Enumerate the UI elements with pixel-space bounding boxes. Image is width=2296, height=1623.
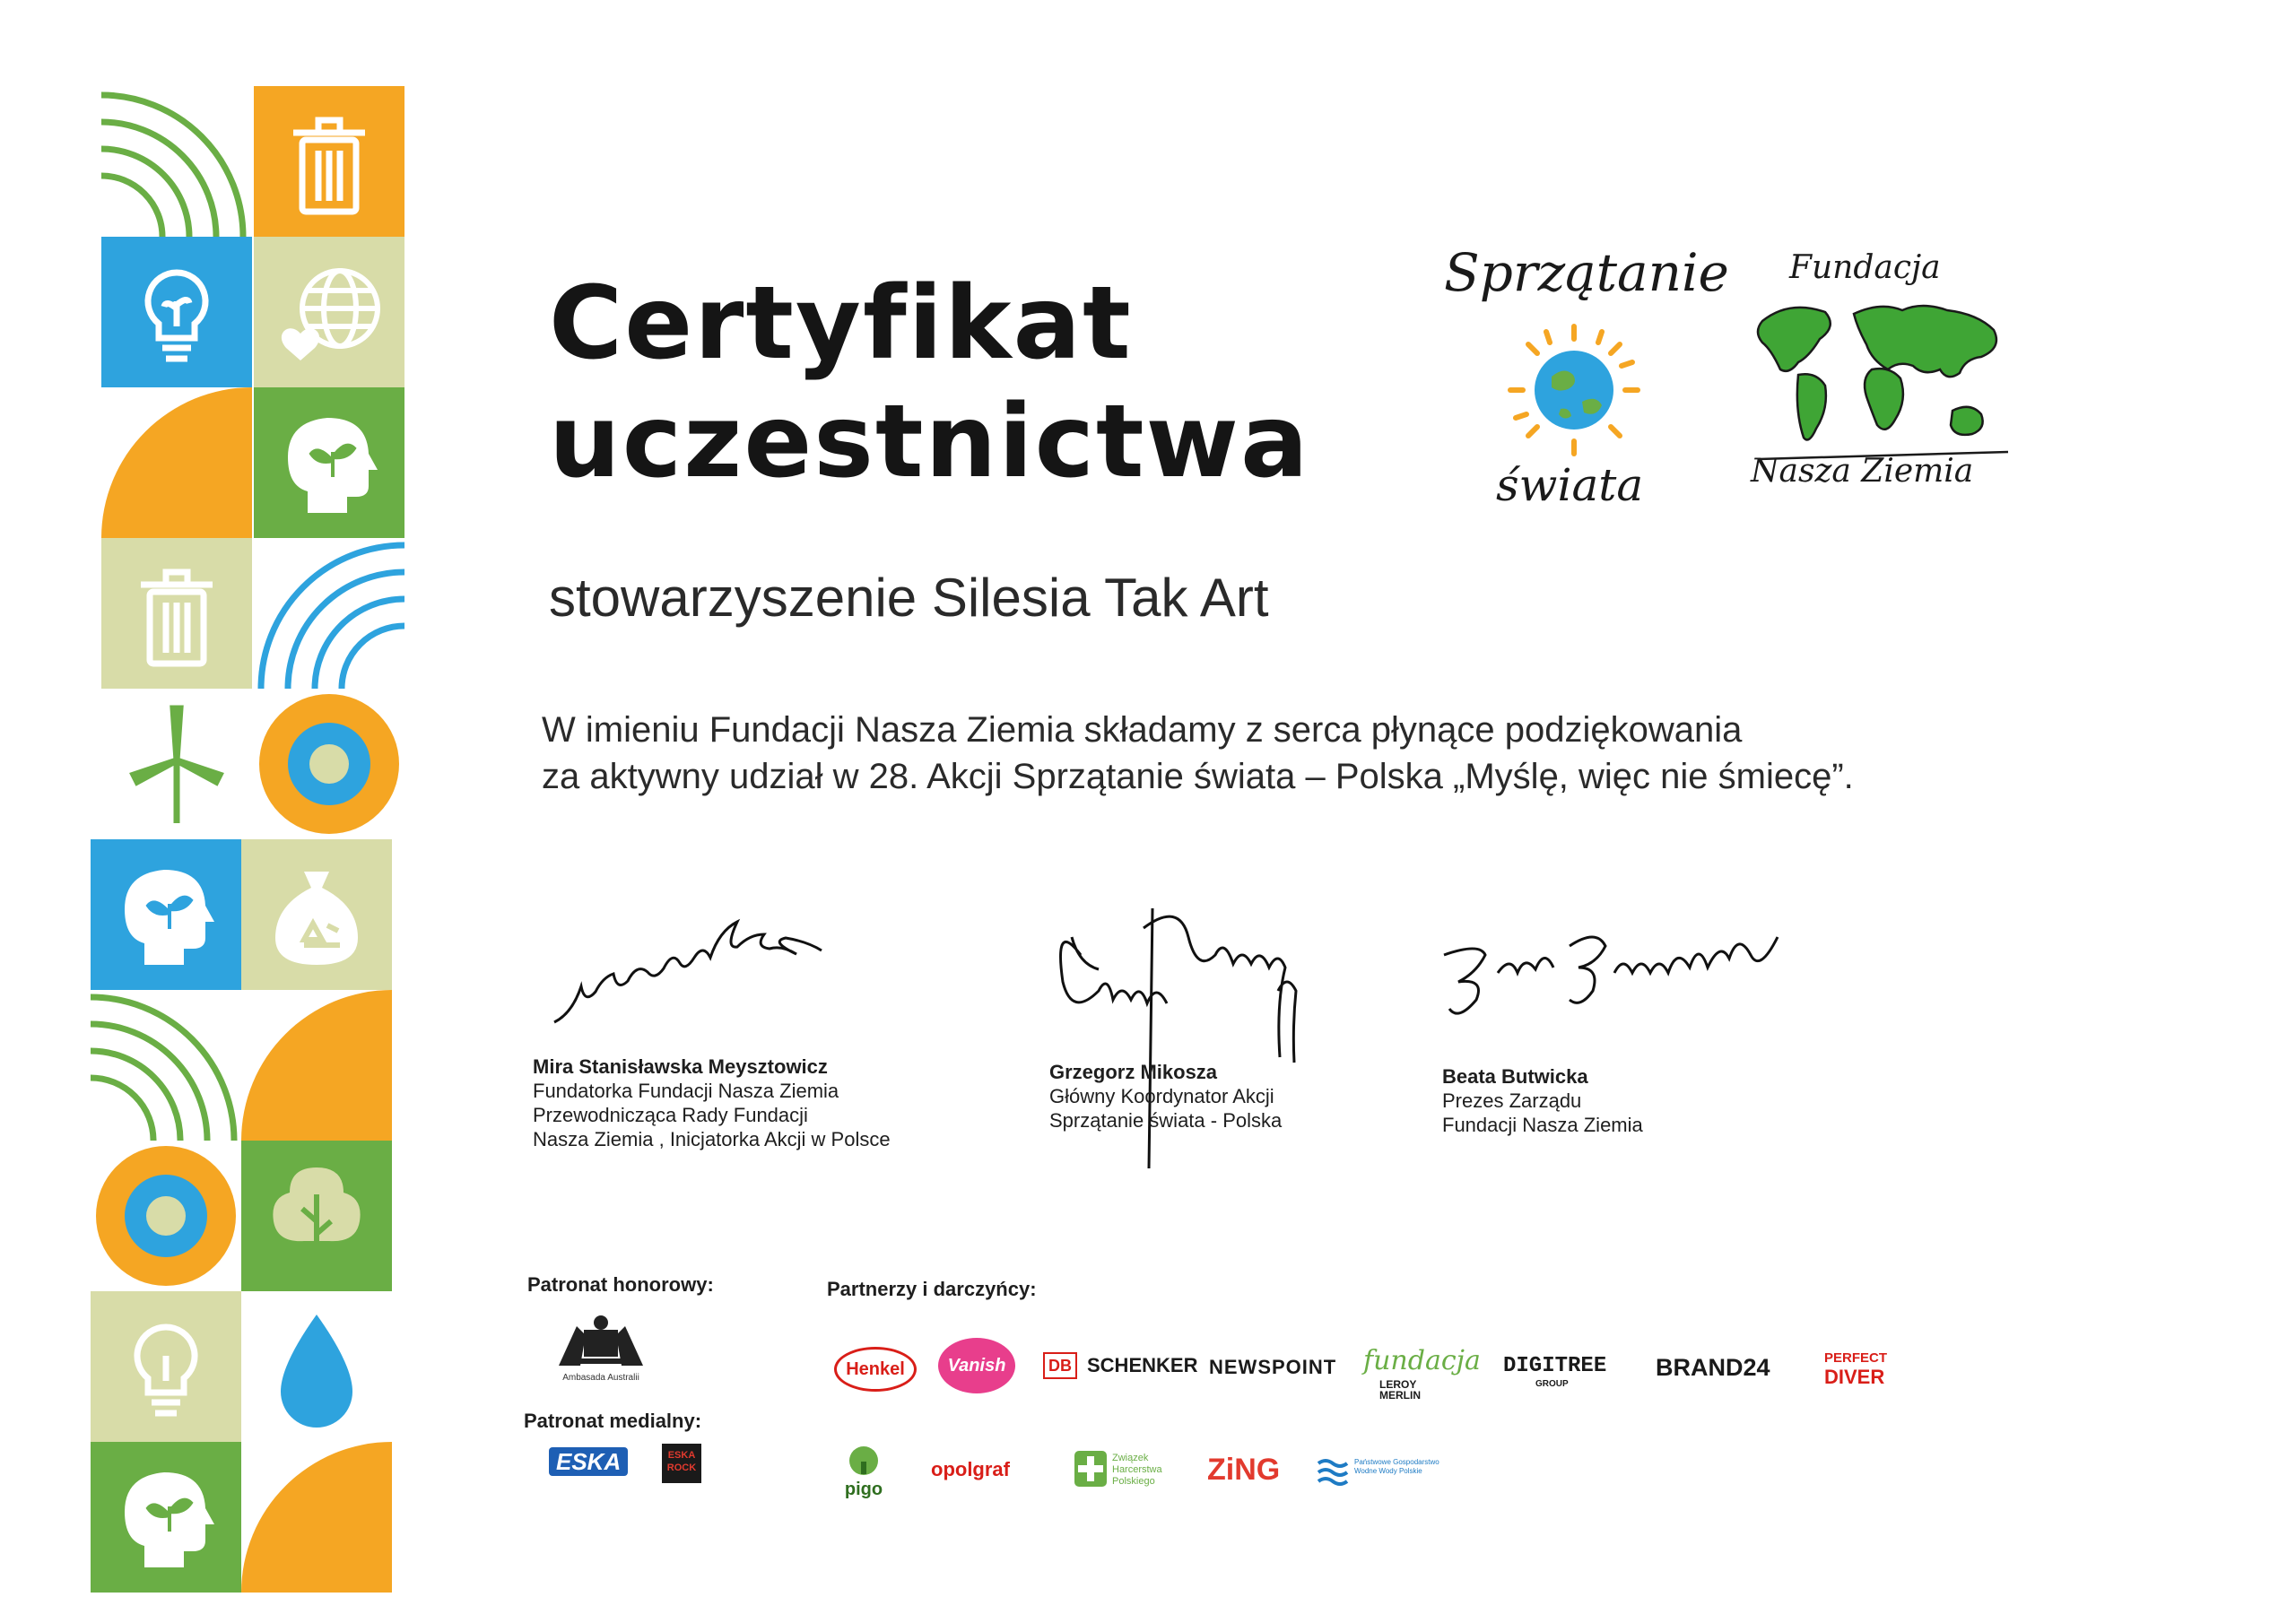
trash-icon — [254, 86, 404, 237]
world-map-icon — [1753, 285, 2013, 464]
vanish-logo: Vanish — [938, 1338, 1015, 1393]
emblem-caption: Ambasada Australii — [562, 1373, 639, 1383]
certificate-title — [549, 265, 1310, 501]
signature-2 — [1045, 901, 1350, 1179]
partners-label: Partnerzy i darczyńcy: — [827, 1278, 1037, 1300]
digitree-group-text: GROUP — [1535, 1379, 1569, 1389]
newspoint-logo: NEWSPOINT — [1209, 1356, 1337, 1378]
coat-of-arms-icon — [552, 1314, 650, 1369]
signatory-3 — [1442, 1064, 1643, 1137]
db-logo: DB — [1043, 1352, 1077, 1379]
media-patronage-label: Patronat medialny: — [524, 1410, 702, 1432]
sprzatanie-logo-bottom: świata — [1496, 459, 1644, 511]
title-line-1: Certyfikat — [549, 265, 1133, 382]
orange-quarter-tile — [241, 990, 392, 1141]
schenker-logo: SCHENKER — [1087, 1354, 1198, 1376]
leroy-merlin-text: LEROY MERLIN — [1379, 1378, 1421, 1402]
tree-emblem-icon — [839, 1445, 889, 1476]
wody-polskie-logo — [1317, 1454, 1451, 1490]
scout-cross-icon — [1074, 1451, 1107, 1487]
target-icon — [254, 689, 404, 839]
tree-icon — [241, 1141, 392, 1291]
brand24-logo: BRAND24 — [1656, 1354, 1770, 1381]
wind-turbine-icon — [101, 689, 252, 839]
head-leaf-icon — [254, 387, 404, 538]
signatory-role: Nasza Ziemia , Inicjatorka Akcji w Polsce — [533, 1128, 891, 1150]
target-icon — [91, 1141, 241, 1291]
digitree-logo: DIGITREE — [1503, 1354, 1607, 1378]
signatory-role: Sprzątanie świata - Polska — [1049, 1109, 1283, 1132]
signatory-role: Główny Koordynator Akcji — [1049, 1085, 1274, 1107]
pigo-logo — [832, 1445, 895, 1499]
fundacja-logo-bottom: Nasza Ziemia — [1751, 453, 1974, 490]
wody-polskie-text: Państwowe Gospodarstwo Wodne Wody Polskie — [1354, 1458, 1439, 1475]
fundacja-logo-top: Fundacja — [1789, 249, 1941, 286]
signatory-name: Mira Stanisławska Meysztowicz — [533, 1055, 828, 1078]
orange-quarter-tile — [101, 387, 252, 538]
earth-sun-icon — [1507, 323, 1641, 457]
orange-quarter-tile — [241, 1442, 392, 1593]
blue-arcs-tile — [254, 538, 404, 689]
signatory-1 — [533, 1055, 891, 1151]
green-arcs-tile — [101, 86, 252, 237]
signatory-role: Fundatorka Fundacji Nasza Ziemia — [533, 1080, 839, 1102]
henkel-logo: Henkel — [834, 1347, 917, 1392]
head-leaf-icon — [91, 839, 241, 990]
perfect-diver-logo: DIVER — [1824, 1366, 1885, 1388]
head-leaf-icon — [91, 1442, 241, 1593]
trash-icon — [101, 538, 252, 689]
perfect-text: PERFECT — [1824, 1350, 1888, 1366]
lightbulb-icon — [101, 237, 252, 387]
thanks-line-1: W imieniu Fundacji Nasza Ziemia składamy z serca płynące podziękowania — [542, 710, 1743, 750]
eska-rock-logo: ESKA ROCK — [662, 1444, 701, 1483]
signatory-name: Grzegorz Mikosza — [1049, 1061, 1218, 1083]
signature-1 — [545, 897, 868, 1031]
green-arcs-tile — [91, 990, 241, 1141]
zing-logo: ZiNG — [1207, 1453, 1281, 1487]
waves-icon — [1317, 1454, 1349, 1487]
opolgraf-logo: opolgraf — [931, 1458, 1010, 1480]
pigo-text: pigo — [844, 1480, 883, 1499]
signatory-role: Przewodnicząca Rady Fundacji — [533, 1104, 808, 1126]
water-drop-icon — [241, 1291, 392, 1442]
fundacja-leroy-merlin-logo: fundacja — [1363, 1345, 1481, 1376]
signatory-role: Fundacji Nasza Ziemia — [1442, 1114, 1643, 1136]
title-line-2: uczestnictwa — [549, 384, 1310, 500]
signatory-role: Prezes Zarządu — [1442, 1089, 1582, 1112]
honorary-patronage-label: Patronat honorowy: — [527, 1273, 714, 1296]
sprzatanie-logo-top: Sprzątanie — [1444, 242, 1729, 303]
globe-heart-icon — [254, 237, 404, 387]
thanks-text — [542, 707, 1854, 800]
recipient-name: stowarzyszenie Silesia Tak Art — [549, 568, 1269, 628]
lightbulb-icon — [91, 1291, 241, 1442]
australian-embassy-emblem — [547, 1314, 655, 1394]
recycle-bag-icon — [241, 839, 392, 990]
signatory-name: Beata Butwicka — [1442, 1065, 1588, 1088]
thanks-line-2: za aktywny udział w 28. Akcji Sprzątanie świata – Polska „Myślę, więc nie śmiecę”. — [542, 757, 1854, 796]
eska-logo: ESKA — [549, 1447, 628, 1476]
zhp-logo — [1074, 1451, 1191, 1490]
zhp-text: Związek Harcerstwa Polskiego — [1112, 1453, 1162, 1487]
signatory-2 — [1049, 1060, 1282, 1133]
signature-3 — [1435, 919, 1812, 1027]
